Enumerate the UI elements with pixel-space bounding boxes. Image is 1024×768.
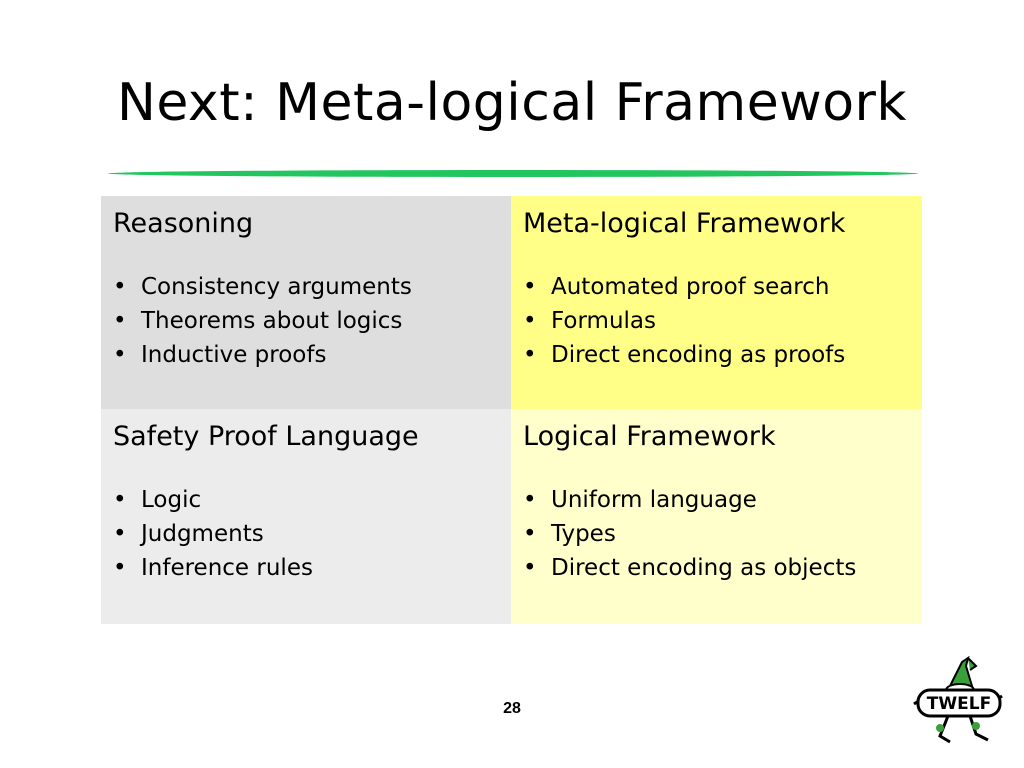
bullet-icon: • [523,487,537,514]
cell-reasoning [101,196,511,409]
cell-heading: Safety Proof Language [113,421,419,452]
bullet-icon: • [523,342,537,369]
bullet-icon: • [113,308,127,335]
list-item: • Inductive proofs [113,338,511,372]
bullet-list [113,483,511,585]
bullet-list [523,483,922,585]
page-number: 28 [503,700,521,717]
bullet-icon: • [523,274,537,301]
twelf-elf-logo-icon [910,656,1006,748]
bullet-list [113,270,511,372]
comparison-grid [101,196,922,624]
list-item: • Direct encoding as objects [523,551,922,585]
slide-title: Next: Meta-logical Framework [116,73,908,133]
list-item: • Theorems about logics [113,304,511,338]
list-item: • Automated proof search [523,270,922,304]
cell-heading: Logical Framework [523,421,776,452]
logo-text: TWELF [926,694,992,714]
list-item: • Uniform language [523,483,922,517]
list-item: • Formulas [523,304,922,338]
bullet-icon: • [113,274,127,301]
cell-heading: Meta-logical Framework [523,208,846,239]
bullet-list [523,270,922,372]
cell-heading: Reasoning [113,208,254,239]
cell-safety-proof-language [101,409,511,624]
bullet-icon: • [113,555,127,582]
cell-meta-logical-framework [511,196,922,409]
list-item: • Types [523,517,922,551]
list-item: • Logic [113,483,511,517]
bullet-icon: • [113,342,127,369]
list-item: • Inference rules [113,551,511,585]
bullet-icon: • [523,308,537,335]
bullet-icon: • [523,521,537,548]
list-item: • Direct encoding as proofs [523,338,922,372]
bullet-icon: • [113,521,127,548]
list-item: • Consistency arguments [113,270,511,304]
list-item: • Judgments [113,517,511,551]
title-divider [108,170,918,177]
bullet-icon: • [113,487,127,514]
bullet-icon: • [523,555,537,582]
cell-logical-framework [511,409,922,624]
